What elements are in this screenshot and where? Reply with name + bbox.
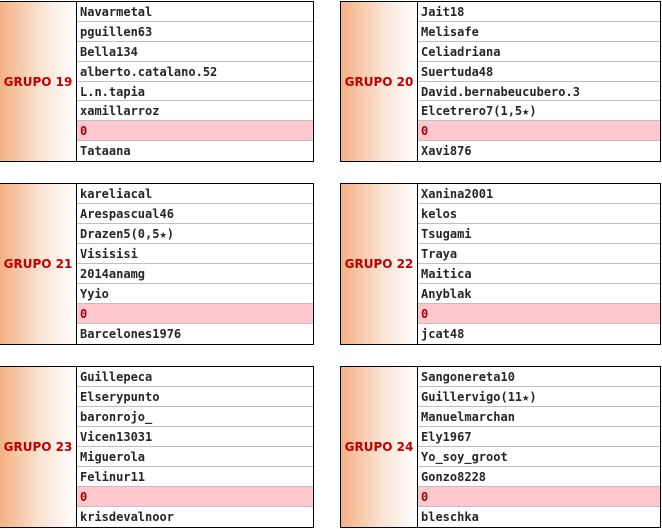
member-row[interactable]: Yo_soy_groot (418, 447, 660, 467)
empty-slot-row[interactable]: 0 (77, 121, 313, 141)
member-row[interactable]: Anyblak (418, 284, 660, 304)
empty-slot-row[interactable]: 0 (418, 121, 660, 141)
member-row[interactable]: Suertuda48 (418, 62, 660, 82)
member-row[interactable]: David.bernabeucubero.3 (418, 82, 660, 102)
group-table (0, 366, 314, 528)
member-row[interactable]: Tataana (80, 144, 131, 159)
member-row[interactable]: Celiadriana (418, 42, 660, 62)
member-row[interactable]: Jait18 (418, 2, 660, 22)
member-row[interactable]: Ely1967 (418, 427, 660, 447)
group-label: GRUPO 21 (0, 184, 77, 344)
member-row[interactable]: Xavi876 (421, 144, 472, 159)
member-row[interactable]: Miguerola (77, 447, 313, 467)
group-label: GRUPO 19 (0, 2, 77, 161)
group-label: GRUPO 24 (341, 367, 418, 527)
member-row[interactable]: Vicen13031 (77, 427, 313, 447)
member-row[interactable]: Melisafe (418, 22, 660, 42)
empty-slot-row[interactable]: 0 (418, 304, 660, 324)
member-row[interactable]: Bella134 (77, 42, 313, 62)
member-row[interactable]: Arespascual46 (77, 204, 313, 224)
empty-slot-row[interactable]: 0 (418, 487, 660, 507)
member-row[interactable]: alberto.catalano.52 (77, 62, 313, 82)
member-row[interactable]: jcat48 (421, 327, 465, 341)
member-row[interactable]: Visisisi (77, 244, 313, 264)
member-row[interactable]: Elcetrero7(1,5★) (418, 101, 660, 121)
member-row[interactable]: Sangonereta10 (418, 367, 660, 387)
member-row[interactable]: L.n.tapia (77, 82, 313, 102)
member-row[interactable]: Tsugami (418, 224, 660, 244)
member-row[interactable]: baronrojo_ (77, 407, 313, 427)
group-label: GRUPO 22 (341, 184, 418, 344)
member-row[interactable]: Maitica (418, 264, 660, 284)
empty-slot-row[interactable]: 0 (77, 487, 313, 507)
group-table (340, 183, 661, 345)
member-row[interactable]: Manuelmarchan (418, 407, 660, 427)
member-row[interactable]: bleschka (421, 510, 479, 524)
member-row[interactable]: kelos (418, 204, 660, 224)
member-row[interactable]: Drazen5(0,5★) (77, 224, 313, 244)
group-label: GRUPO 20 (341, 2, 418, 161)
member-row[interactable]: Traya (418, 244, 660, 264)
member-row[interactable]: Barcelones1976 (80, 327, 182, 341)
member-row[interactable]: Navarmetal (77, 2, 313, 22)
member-row[interactable]: Guillepeca (77, 367, 313, 387)
group-table (340, 1, 661, 162)
member-row[interactable]: Guillervigo(11★) (418, 387, 660, 407)
empty-slot-row[interactable]: 0 (77, 304, 313, 324)
member-row[interactable]: Felinur11 (77, 467, 313, 487)
member-row[interactable]: 2014anamg (77, 264, 313, 284)
group-table (340, 366, 661, 528)
member-row[interactable]: Elserypunto (77, 387, 313, 407)
member-row[interactable]: kareliacal (77, 184, 313, 204)
group-table (0, 1, 314, 162)
member-row[interactable]: Xanina2001 (418, 184, 660, 204)
group-table (0, 183, 314, 345)
member-row[interactable]: Gonzo8228 (418, 467, 660, 487)
member-row[interactable]: krisdevalnoor (80, 510, 174, 524)
member-row[interactable]: xamillarroz (77, 101, 313, 121)
group-label: GRUPO 23 (0, 367, 77, 527)
member-row[interactable]: pguillen63 (77, 22, 313, 42)
member-row[interactable]: Yyio (77, 284, 313, 304)
